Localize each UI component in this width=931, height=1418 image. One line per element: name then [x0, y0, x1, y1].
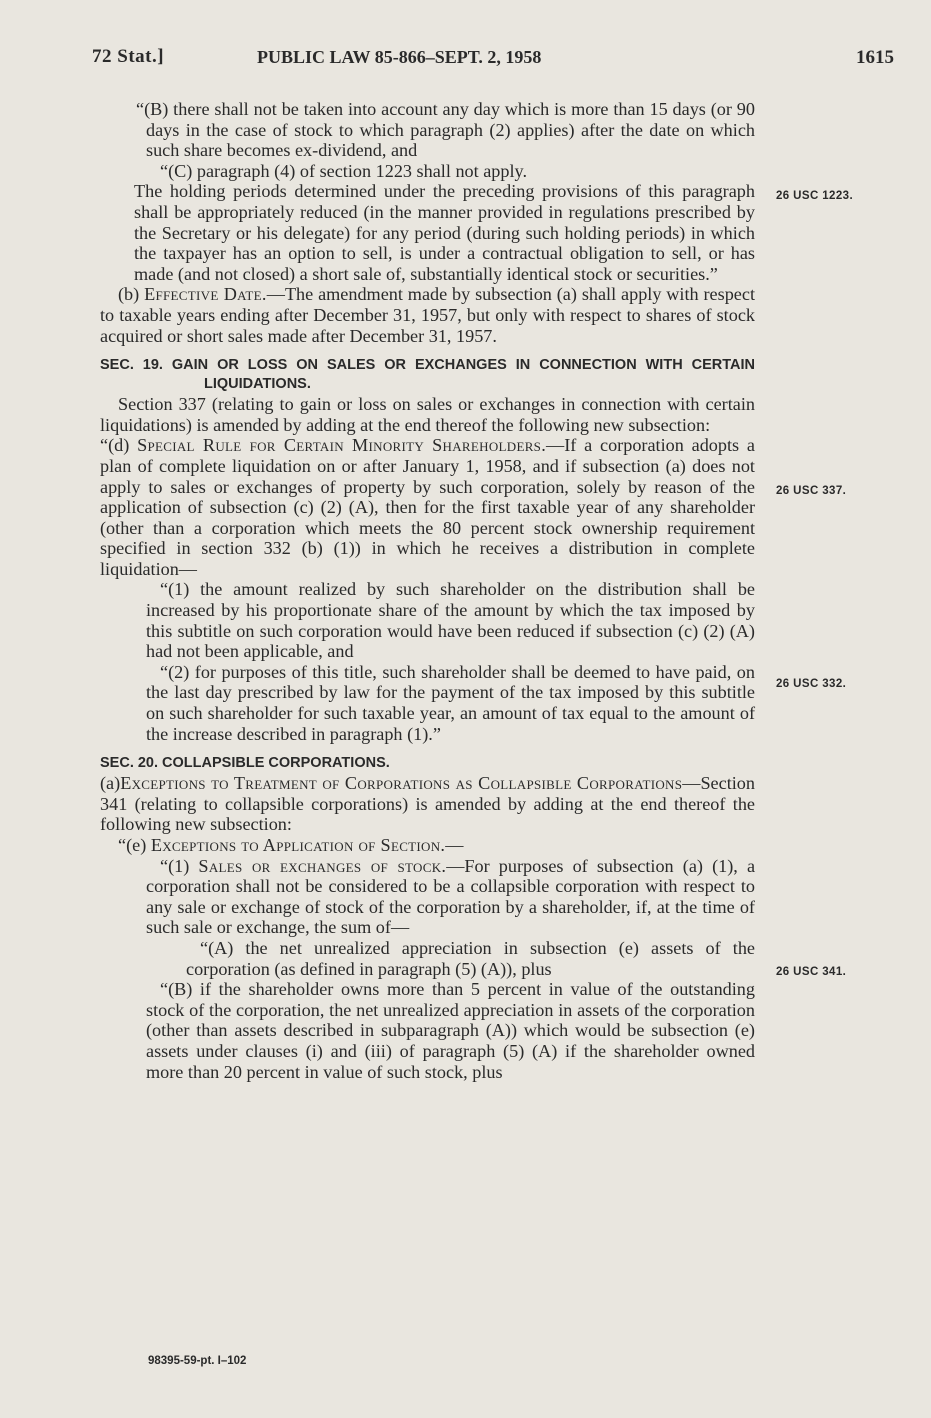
special-rule-prefix: “(d)	[100, 435, 138, 456]
print-code: 98395-59-pt. I–102	[148, 1355, 247, 1367]
margin-note-337: 26 USC 337.	[776, 485, 847, 497]
exceptions-caption: Exceptions to Treatment of Corporations as Collapsible Corporations	[120, 773, 683, 794]
paragraph-c: “(C) paragraph (4) of section 1223 shall not apply.	[160, 160, 528, 181]
holding-periods-paragraph: The holding periods determined under the preceding provisions of this paragraph shall be appropriately reduced (in the manner provided in regulations prescribed by the Secretary or his delegate) for any period (during such holding periods) in which the taxpayer has an option to sell, is under a contractual obligation to sell, or has made (and not closed) a short sale of, substantially identical stock or securities.”	[134, 181, 755, 284]
sales-text: (a) (1), a corporation shall not be considered to be a collapsible corporation with respect to any sale or exchange of stock of the corporation by a shareholder, if, at the time of such sale or exchange, the sum of—	[146, 855, 756, 938]
special-rule-lead: —If a	[546, 435, 593, 456]
page-number: 1615	[856, 47, 894, 68]
clause-1: “(1) the amount realized by such shareholder on the distribution shall be increased by his proportionate share of the amount by which the tax imposed by this subtitle on such corporation would have been reduced if subsection (c) (2) (A) had not been applicable, and	[146, 579, 755, 662]
sales-lead: —For purposes of subsection	[446, 855, 674, 876]
margin-note-341: 26 USC 341.	[776, 966, 847, 978]
subparagraph-a: “(A) the net unrealized appreciation in subsection (e) assets of the corporation (as defined in paragraph (5) (A)), plus	[186, 937, 755, 979]
effective-date-caption: Effective Date.	[144, 284, 267, 305]
statute-volume: 72 Stat.]	[92, 46, 165, 67]
effective-date-text: shall apply with respect to taxable years ending after December 31, 1957, but only with respect to shares of stock acquired or short sales made after December 31, 1957.	[100, 284, 756, 346]
section-20-intro	[100, 773, 755, 835]
subsection-e-heading	[100, 835, 755, 856]
exceptions-text: —Section 341 (relating to collapsible corporations) is amended by adding at the end thereof the following new subsection:	[100, 773, 755, 835]
sales-caption: Sales or exchanges of stock.	[198, 855, 447, 876]
subparagraph-b: “(B) if the shareholder owns more than 5 percent in value of the outstanding stock of the corporation, the net unrealized appreciation in assets of the corporation (other than assets described in subparagraph (A)) which would be subsection (e) assets under clauses (i) and (iii) of paragraph (5) (A) if the shareholder owned more than 20 percent in value of such stock, plus	[146, 979, 755, 1082]
sales-prefix: “(1)	[160, 855, 199, 876]
special-rule-paragraph	[100, 435, 755, 579]
body-text	[100, 99, 755, 1082]
effective-date-lead: —The amendment made by subsection (a)	[266, 284, 577, 305]
effective-date-prefix: (b)	[118, 284, 145, 305]
subsection-e-1	[100, 856, 755, 938]
subsection-e-caption: Exceptions to Application of Section.	[150, 835, 446, 855]
clause-2: “(2) for purposes of this title, such shareholder shall be deemed to have paid, on the last day prescribed by law for the payment of the tax imposed by this subtitle on such shareholder for such taxable year, an amount of tax equal to the amount of the increase described in paragraph (1).”	[146, 661, 755, 744]
paragraph-b: “(B) there shall not be taken into account any day which is more than 15 days (or 90 days in the case of stock to which paragraph (2) applies) after the date on which such share becomes ex-dividend, and	[136, 99, 755, 161]
margin-note-332: 26 USC 332.	[776, 678, 847, 690]
effective-date-paragraph	[100, 284, 755, 346]
subsection-e-dash: —	[445, 835, 464, 855]
running-header: PUBLIC LAW 85-866–SEPT. 2, 1958	[257, 47, 542, 67]
section-20-heading: SEC. 20. COLLAPSIBLE CORPORATIONS.	[100, 755, 390, 772]
section-19-heading: SEC. 19. GAIN OR LOSS ON SALES OR EXCHANGES IN CONNECTION WITH CERTAIN LIQUIDATIONS.	[100, 357, 755, 393]
subsection-e-prefix: “(e)	[118, 835, 151, 855]
section-19-intro: Section 337 (relating to gain or loss on sales or exchanges in connection with certain liquidations) is amended by adding at the end thereof the following new subsection:	[100, 394, 755, 435]
special-rule-caption: Special Rule for Certain Minority Shareholders.	[137, 435, 547, 456]
exceptions-prefix: (a)	[100, 773, 121, 794]
margin-note-1223: 26 USC 1223.	[776, 190, 854, 202]
special-rule-text: corporation adopts a plan of complete liquidation on or after January 1, 1958, and if subsection (a) does not apply to sales or exchanges of property by such corporation, solely by reason of the application of subsection (c) (2) (A), then for the first taxable year of any shareholder (other than a corporation which meets the 80 percent stock ownership requirement specified in section 332 (b) (1)) in which he receives a distribution in complete liquidation—	[100, 435, 755, 579]
